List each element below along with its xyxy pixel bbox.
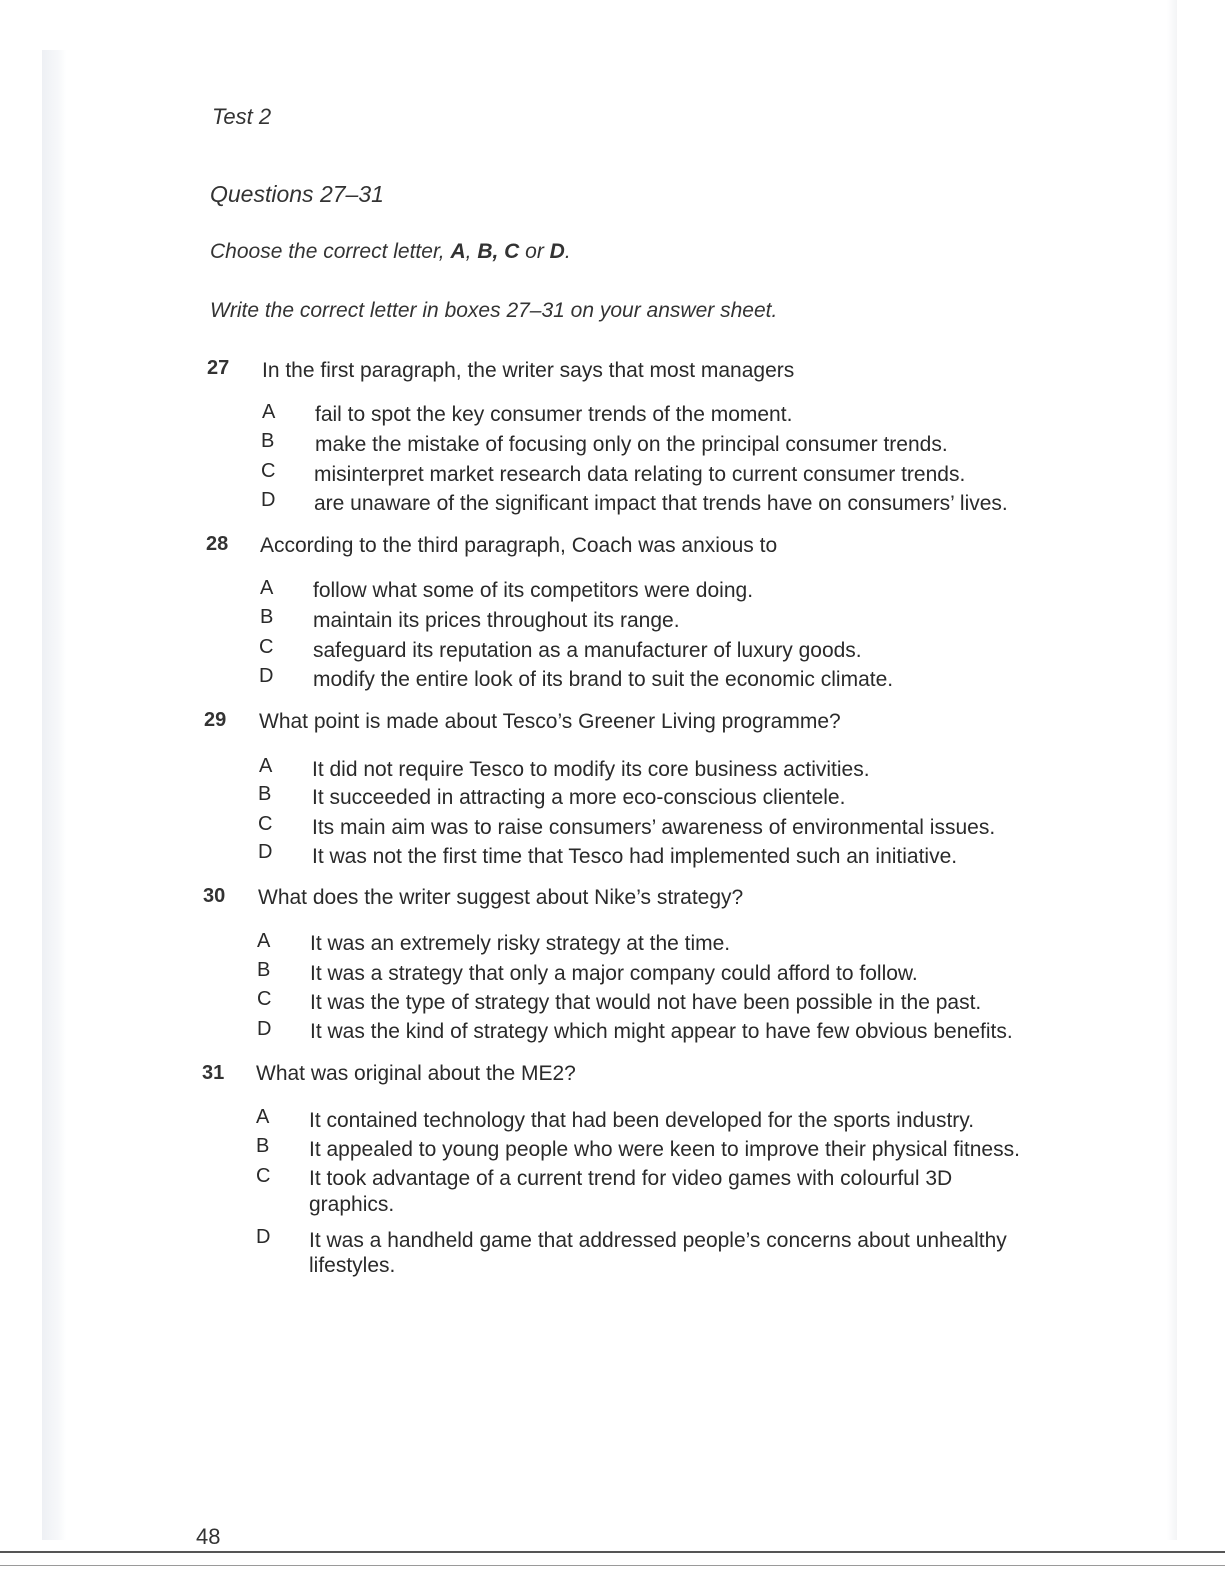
option-letter: B [256,1135,270,1157]
option-text-continued: lifestyles. [309,1254,396,1277]
option-letter: C [258,813,273,835]
option-letter: C [256,1165,271,1187]
option-text: It was the type of strategy that would not have been possible in the past. [310,991,982,1014]
option-text: are unaware of the significant impact that trends have on consumers’ lives. [314,492,1008,515]
running-head: Test 2 [212,104,272,129]
option-text: It contained technology that had been developed for the sports industry. [309,1109,975,1132]
option-text: misinterpret market research data relating to current consumer trends. [314,463,966,486]
scan-edge-left [42,50,66,1540]
option-letter: D [257,1018,272,1040]
option-text: Its main aim was to raise consumers’ awareness of environmental issues. [312,816,996,839]
option-text: safeguard its reputation as a manufacturer of luxury goods. [313,639,862,662]
option-letter: A [259,755,273,777]
option-letter: D [256,1226,271,1248]
option-letter: D [261,489,276,511]
option-letter: A [262,401,276,423]
option-text: It took advantage of a current trend for video games with colourful 3D [309,1167,953,1190]
option-text: It was an extremely risky strategy at the time. [310,932,731,955]
question-number: 31 [202,1062,225,1084]
question-stem: In the first paragraph, the writer says that most managers [262,359,795,382]
option-text: maintain its prices throughout its range. [313,609,680,632]
option-letter: B [257,959,271,981]
option-letter: C [259,636,274,658]
option-letter: A [260,577,274,599]
option-text-continued: graphics. [309,1193,395,1216]
question-number: 27 [207,357,230,379]
option-text: make the mistake of focusing only on the principal consumer trends. [315,433,948,456]
option-text: fail to spot the key consumer trends of the moment. [315,403,793,426]
section-title: Questions 27–31 [210,181,384,207]
option-text: follow what some of its competitors were doing. [313,579,754,602]
letter-d: D [549,240,565,263]
instruction-line-1 [210,240,571,264]
option-letter: B [261,430,275,452]
option-letter: C [257,988,272,1010]
question-stem: What does the writer suggest about Nike’s strategy? [258,886,744,909]
option-text: It appealed to young people who were keen to improve their physical fitness. [309,1138,1020,1161]
option-text: It was the kind of strategy which might appear to have few obvious benefits. [310,1020,1013,1043]
option-letter: D [258,841,273,863]
instruction-line-2: Write the correct letter in boxes 27–31 on your answer sheet. [210,299,778,322]
scan-edge-right [1167,0,1177,1540]
option-letter: A [256,1106,270,1128]
bottom-rule-secondary [0,1565,1225,1566]
question-stem: What was original about the ME2? [256,1062,576,1085]
period: . [564,240,571,263]
option-text: It was a strategy that only a major company could afford to follow. [310,962,918,985]
or-text: or [519,240,550,263]
separator: , [465,240,478,263]
option-text: It was a handheld game that addressed people’s concerns about unhealthy [309,1229,1007,1252]
option-text: modify the entire look of its brand to suit the economic climate. [313,668,894,691]
bottom-rule [0,1551,1225,1553]
option-text: It did not require Tesco to modify its core business activities. [312,758,870,781]
question-number: 30 [203,885,226,907]
option-text: It succeeded in attracting a more eco-conscious clientele. [312,786,846,809]
question-stem: What point is made about Tesco’s Greener Living programme? [259,710,841,733]
option-letter: A [257,930,271,952]
option-letter: B [258,783,272,805]
question-number: 29 [204,709,227,731]
option-letter: B [260,606,274,628]
question-number: 28 [206,533,229,555]
letter-c: C [504,240,520,263]
option-text: It was not the first time that Tesco had implemented such an initiative. [312,845,958,868]
letter-a: A [450,240,466,263]
page-number: 48 [196,1524,221,1549]
question-stem: According to the third paragraph, Coach was anxious to [260,534,778,557]
instruction-text: Choose the correct letter, [210,240,451,263]
option-letter: C [261,460,276,482]
option-letter: D [259,665,274,687]
letter-b: B, [477,240,499,263]
